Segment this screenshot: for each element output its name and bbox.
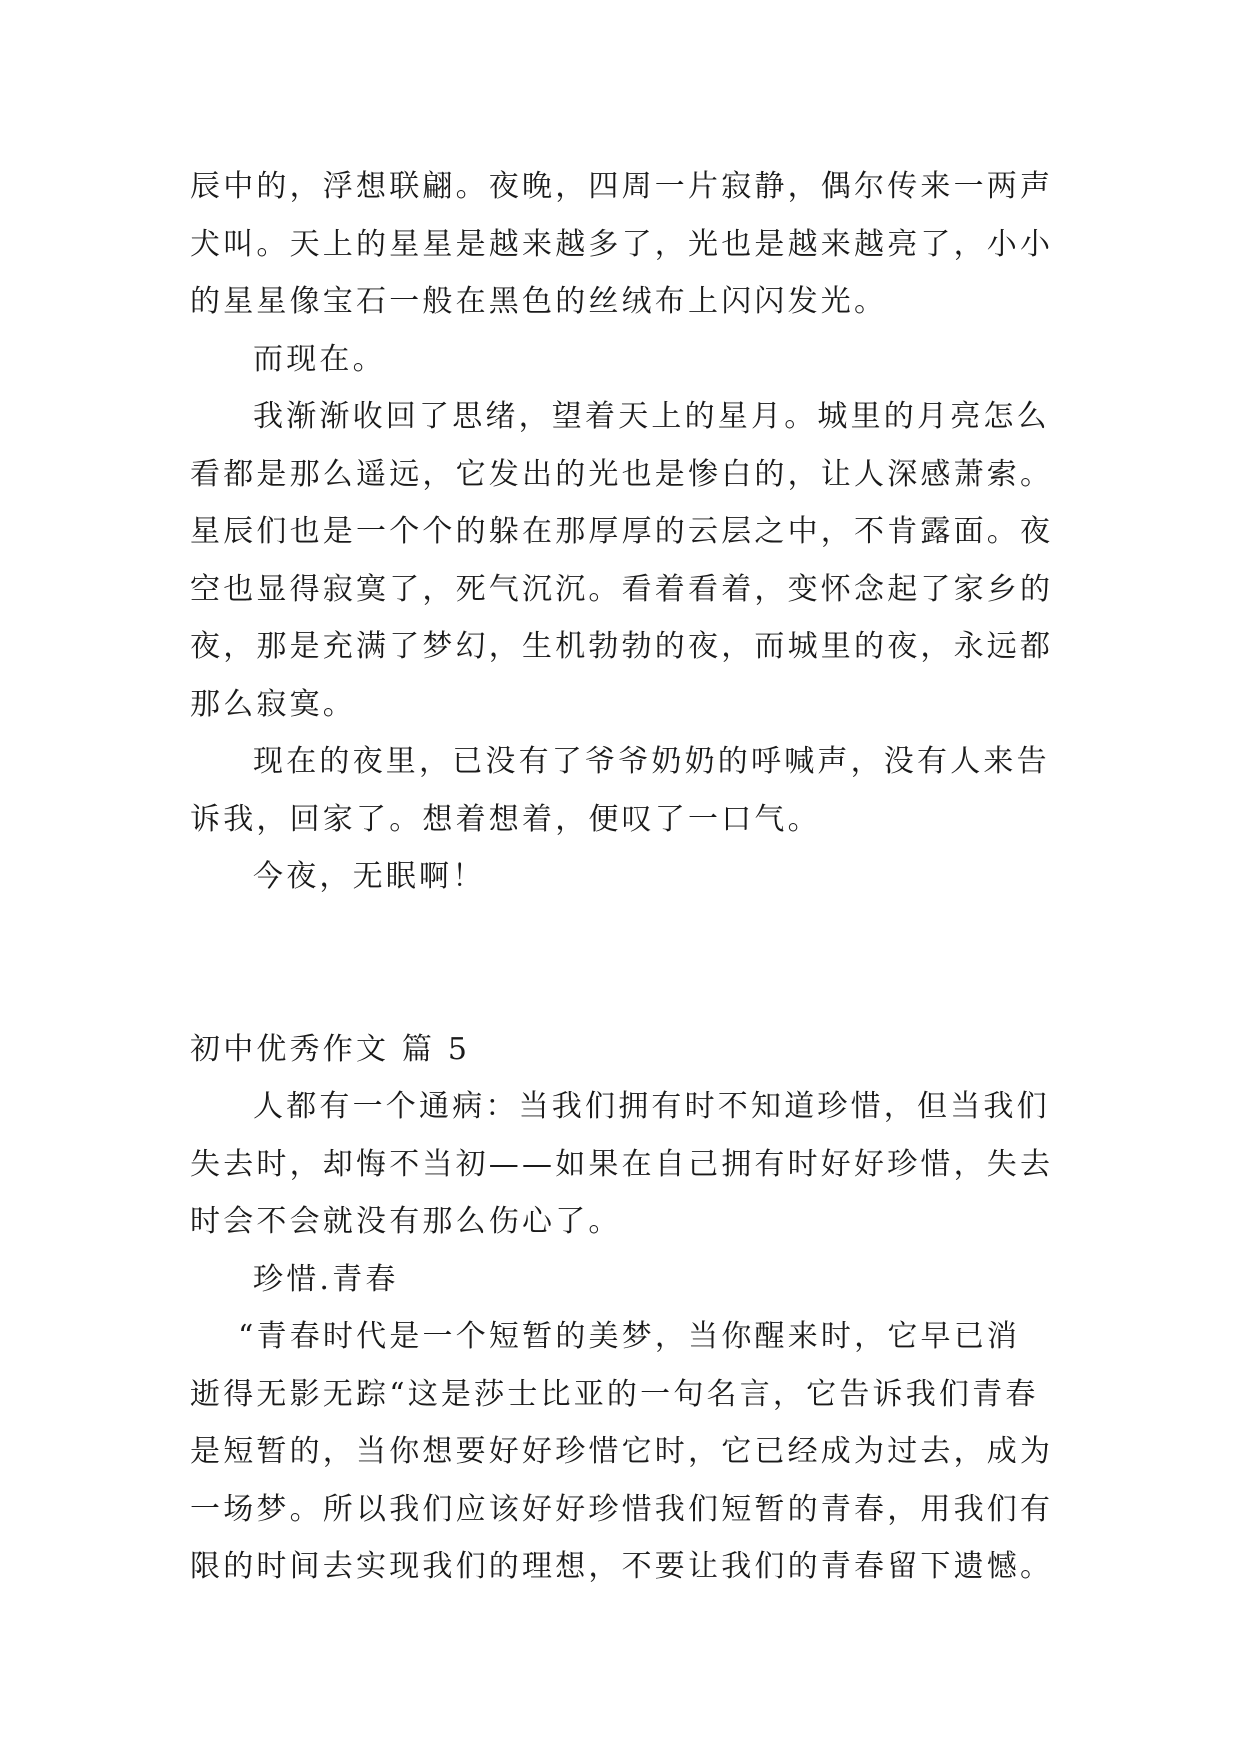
text-line: 而现在。 [253,341,386,377]
heading-text: 初中优秀作文 篇 5 [190,1031,471,1067]
paragraph [190,388,1060,733]
text-line: 今夜，无眠啊！ [253,859,486,894]
text-line: 夜，那是充满了梦幻，生机勃勃的夜，而城里的夜，永远都 [190,629,1054,664]
text-line: 逝得无影无踪“这是莎士比亚的一句名言，它告诉我们青春 [190,1376,1039,1412]
text-line: 珍惜.青春 [253,1261,399,1297]
text-line: 现在的夜里，已没有了爷爷奶奶的呼喊声，没有人来告 [253,744,1050,779]
paragraph [190,1308,1060,1596]
text-line: 一场梦。所以我们应该好好珍惜我们短暂的青春，用我们有 [190,1491,1054,1527]
paragraph [190,848,1060,906]
paragraph [190,331,1060,389]
text-line: 限的时间去实现我们的理想，不要让我们的青春留下遗憾。 [190,1549,1054,1584]
text-line: 星辰们也是一个个的躲在那厚厚的云层之中，不肯露面。夜 [190,514,1054,549]
document-body [190,158,1060,1596]
section-heading [190,1021,1060,1079]
text-line: 我渐渐收回了思绪，望着天上的星月。城里的月亮怎么 [253,399,1050,434]
text-line: 那么寂寞。 [190,686,356,722]
text-line: “青春时代是一个短暂的美梦，当你醒来时，它早已消 [238,1319,1021,1354]
text-line: 犬叫。天上的星星是越来越多了，光也是越来越亮了，小小 [190,226,1054,262]
text-line: 看都是那么遥远，它发出的光也是惨白的，让人深感萧索。 [190,456,1054,492]
text-line: 的星星像宝石一般在黑色的丝绒布上闪闪发光。 [190,284,888,319]
paragraph [190,1251,1060,1309]
text-line: 时会不会就没有那么伤心了。 [190,1204,622,1239]
text-line: 诉我，回家了。想着想着，便叹了一口气。 [190,801,821,837]
text-line: 辰中的，浮想联翩。夜晚，四周一片寂静，偶尔传来一两声 [190,169,1054,204]
text-line: 人都有一个通病：当我们拥有时不知道珍惜，但当我们 [253,1089,1050,1124]
text-line: 失去时，却悔不当初——如果在自己拥有时好好珍惜，失去 [190,1146,1054,1182]
text-line: 是短暂的，当你想要好好珍惜它时，它已经成为过去，成为 [190,1434,1054,1469]
text-line: 空也显得寂寞了，死气沉沉。看着看着，变怀念起了家乡的 [190,571,1054,607]
paragraph [190,733,1060,848]
paragraph [190,1078,1060,1251]
paragraph [190,158,1060,331]
